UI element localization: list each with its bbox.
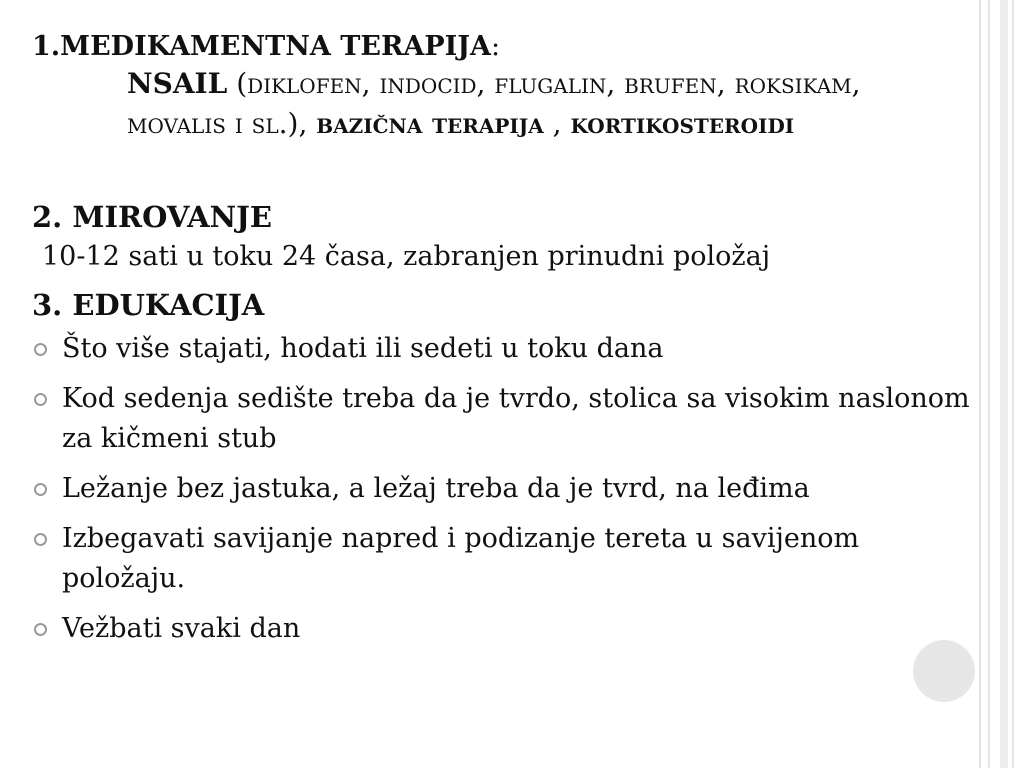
hollow-circle-icon [34, 623, 47, 636]
list-item [32, 609, 982, 649]
list-item-text: Vežbati svaki dan [62, 613, 301, 644]
nsail-label: NSAIL [127, 67, 228, 100]
hollow-circle-icon [34, 393, 47, 406]
list-item [32, 519, 982, 599]
section-1-title: 1.MEDIKAMENTNA TERAPIJA [32, 31, 491, 62]
section-1-colon: : [491, 31, 501, 62]
slide-content [32, 30, 992, 659]
list-item [32, 469, 982, 509]
basic-therapy-label: bazična terapija [316, 107, 544, 140]
drug-list: (diklofen, indocid, flugalin, brufen, roksikam, movalis i sl.), [127, 67, 861, 140]
section-2-title: 2. MIROVANJE [32, 200, 272, 234]
section-1-medication-list [127, 64, 917, 144]
hollow-circle-icon [34, 533, 47, 546]
list-item-text: Kod sedenja sedište treba da je tvrdo, stolica sa visokim naslonom za kičmeni stub [62, 383, 970, 454]
list-item-text: Izbegavati savijanje napred i podizanje tereta u savijenom položaju. [62, 523, 860, 594]
list-item [32, 329, 982, 369]
list-item-text: Ležanje bez jastuka, a ležaj treba da je tvrd, na leđima [62, 473, 810, 504]
slide-border-line [1000, 0, 1008, 768]
section-2-text: 10-12 sati u toku 24 časa, zabranjen prinudni položaj [42, 241, 771, 272]
section-3-title: 3. EDUKACIJA [32, 288, 265, 322]
slide-border-line [1012, 0, 1014, 768]
list-item [32, 379, 982, 459]
hollow-circle-icon [34, 343, 47, 356]
list-item-text: Što više stajati, hodati ili sedeti u toku dana [62, 333, 664, 364]
education-list [32, 329, 992, 649]
separator-comma: , [543, 107, 571, 140]
section-1-heading [32, 30, 992, 64]
hollow-circle-icon [34, 483, 47, 496]
corticosteroids-label: kortikosteroidi [570, 107, 795, 140]
